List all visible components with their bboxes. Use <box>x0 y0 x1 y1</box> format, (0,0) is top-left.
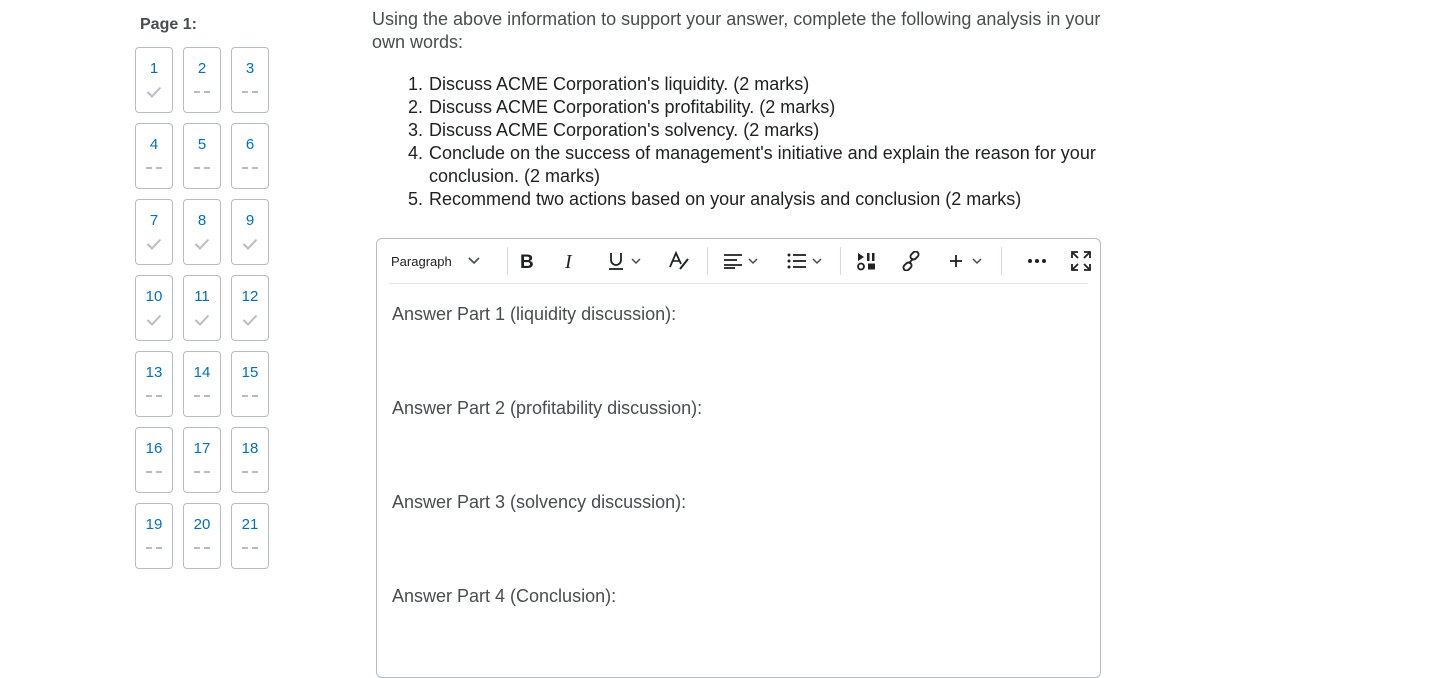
question-item <box>408 73 1108 96</box>
question-button-4[interactable] <box>135 123 173 189</box>
item-number: 4. <box>408 143 424 163</box>
question-button-9[interactable] <box>231 199 269 265</box>
question-number: 18 <box>241 440 259 457</box>
question-number: 12 <box>241 288 259 305</box>
editor-toolbar <box>389 239 1088 284</box>
question-button-12[interactable] <box>231 275 269 341</box>
question-button-1[interactable] <box>135 47 173 113</box>
question-button-18[interactable] <box>231 427 269 493</box>
question-number: 1 <box>149 60 159 77</box>
toolbar-divider <box>507 247 508 275</box>
question-number: 10 <box>145 288 163 305</box>
answer-editor[interactable] <box>376 238 1101 678</box>
unanswered-dash <box>184 160 220 176</box>
format-select-label: Paragraph <box>391 253 452 269</box>
fullscreen-button[interactable] <box>1071 247 1091 275</box>
insert-button[interactable] <box>949 247 982 275</box>
unanswered-dash <box>184 464 220 480</box>
unanswered-dash <box>136 540 172 556</box>
question-number: 13 <box>145 364 163 381</box>
insert-stuff-button[interactable] <box>857 247 877 275</box>
unanswered-dash <box>232 540 268 556</box>
question-number: 8 <box>197 212 207 229</box>
link-icon <box>901 251 921 271</box>
item-number: 1. <box>408 74 424 94</box>
question-number: 6 <box>245 136 255 153</box>
question-button-15[interactable] <box>231 351 269 417</box>
unanswered-dash <box>136 464 172 480</box>
question-grid <box>135 47 269 569</box>
item-text: Recommend two actions based on your analysis and conclusion (2 marks) <box>429 189 1022 209</box>
question-button-5[interactable] <box>183 123 221 189</box>
question-number: 2 <box>197 60 207 77</box>
unanswered-dash <box>184 540 220 556</box>
chevron-down-icon <box>631 258 641 265</box>
toolbar-divider <box>840 247 841 275</box>
more-button[interactable] <box>1027 247 1047 275</box>
checkmark-icon <box>232 236 268 252</box>
question-number: 4 <box>149 136 159 153</box>
question-button-6[interactable] <box>231 123 269 189</box>
question-number: 7 <box>149 212 159 229</box>
question-item <box>408 119 1108 142</box>
toolbar-divider <box>1001 247 1002 275</box>
item-number: 3. <box>408 120 424 140</box>
answer-part-1[interactable]: Answer Part 1 (liquidity discussion): <box>392 304 677 324</box>
checkmark-icon <box>136 312 172 328</box>
underline-icon <box>607 251 625 271</box>
question-number: 16 <box>145 440 163 457</box>
question-item <box>408 142 1108 188</box>
question-number: 11 <box>194 288 210 305</box>
item-text: Discuss ACME Corporation's profitability. (2 marks) <box>429 97 836 117</box>
question-number: 14 <box>193 364 211 381</box>
question-list <box>408 73 1108 211</box>
unanswered-dash <box>136 388 172 404</box>
question-button-8[interactable] <box>183 199 221 265</box>
question-button-20[interactable] <box>183 503 221 569</box>
unanswered-dash <box>232 464 268 480</box>
bold-button[interactable] <box>519 247 535 275</box>
chevron-down-icon <box>468 257 480 265</box>
unanswered-dash <box>184 388 220 404</box>
bold-icon <box>519 252 535 270</box>
italic-icon <box>563 252 577 270</box>
question-number: 15 <box>241 364 259 381</box>
svg-text:I: I <box>565 252 572 270</box>
item-text: Discuss ACME Corporation's liquidity. (2 marks) <box>429 74 810 94</box>
plus-icon <box>949 254 963 268</box>
chevron-down-icon <box>972 258 982 265</box>
question-button-7[interactable] <box>135 199 173 265</box>
answer-part-3[interactable]: Answer Part 3 (solvency discussion): <box>392 492 687 512</box>
unanswered-dash <box>232 388 268 404</box>
question-item <box>408 188 1108 211</box>
chevron-down-icon <box>748 258 758 265</box>
question-button-16[interactable] <box>135 427 173 493</box>
question-button-21[interactable] <box>231 503 269 569</box>
unanswered-dash <box>136 160 172 176</box>
question-number: 3 <box>245 60 255 77</box>
item-number: 2. <box>408 97 424 117</box>
question-button-19[interactable] <box>135 503 173 569</box>
more-icon <box>1027 258 1047 264</box>
list-button[interactable] <box>787 247 822 275</box>
underline-button[interactable] <box>607 247 641 275</box>
insert-stuff-icon <box>857 251 877 271</box>
question-button-3[interactable] <box>231 47 269 113</box>
list-icon <box>787 253 807 269</box>
italic-button[interactable] <box>563 247 577 275</box>
align-button[interactable] <box>723 247 758 275</box>
question-number: 20 <box>193 516 211 533</box>
item-text: Conclude on the success of management's initiative and explain the reason for your conclusion. (2 marks) <box>429 143 1096 186</box>
answer-part-2[interactable]: Answer Part 2 (profitability discussion): <box>392 398 703 418</box>
toolbar-divider <box>707 247 708 275</box>
answer-part-4[interactable]: Answer Part 4 (Conclusion): <box>392 586 617 606</box>
fullscreen-icon <box>1071 251 1091 271</box>
unanswered-dash <box>232 84 268 100</box>
page-label: Page 1: <box>140 16 197 33</box>
question-button-10[interactable] <box>135 275 173 341</box>
unanswered-dash <box>184 84 220 100</box>
text-color-button[interactable] <box>668 247 690 275</box>
item-number: 5. <box>408 189 424 209</box>
question-number: 5 <box>197 136 207 153</box>
checkmark-icon <box>136 84 172 100</box>
question-button-17[interactable] <box>183 427 221 493</box>
question-button-13[interactable] <box>135 351 173 417</box>
chevron-down-icon <box>812 258 822 265</box>
checkmark-icon <box>184 236 220 252</box>
checkmark-icon <box>232 312 268 328</box>
question-prompt: Using the above information to support your answer, complete the following analysis in your own words: <box>372 9 1101 52</box>
question-button-11[interactable] <box>183 275 221 341</box>
question-button-2[interactable] <box>183 47 221 113</box>
question-number: 21 <box>241 516 259 533</box>
text-color-icon <box>668 251 690 271</box>
question-item <box>408 96 1108 119</box>
svg-text:B: B <box>520 252 534 270</box>
align-icon <box>723 253 743 269</box>
format-select[interactable] <box>391 247 480 275</box>
checkmark-icon <box>184 312 220 328</box>
question-number: 19 <box>145 516 163 533</box>
checkmark-icon <box>136 236 172 252</box>
item-text: Discuss ACME Corporation's solvency. (2 marks) <box>429 120 820 140</box>
question-number: 9 <box>245 212 255 229</box>
question-number: 17 <box>193 440 211 457</box>
unanswered-dash <box>232 160 268 176</box>
link-button[interactable] <box>901 247 921 275</box>
question-button-14[interactable] <box>183 351 221 417</box>
